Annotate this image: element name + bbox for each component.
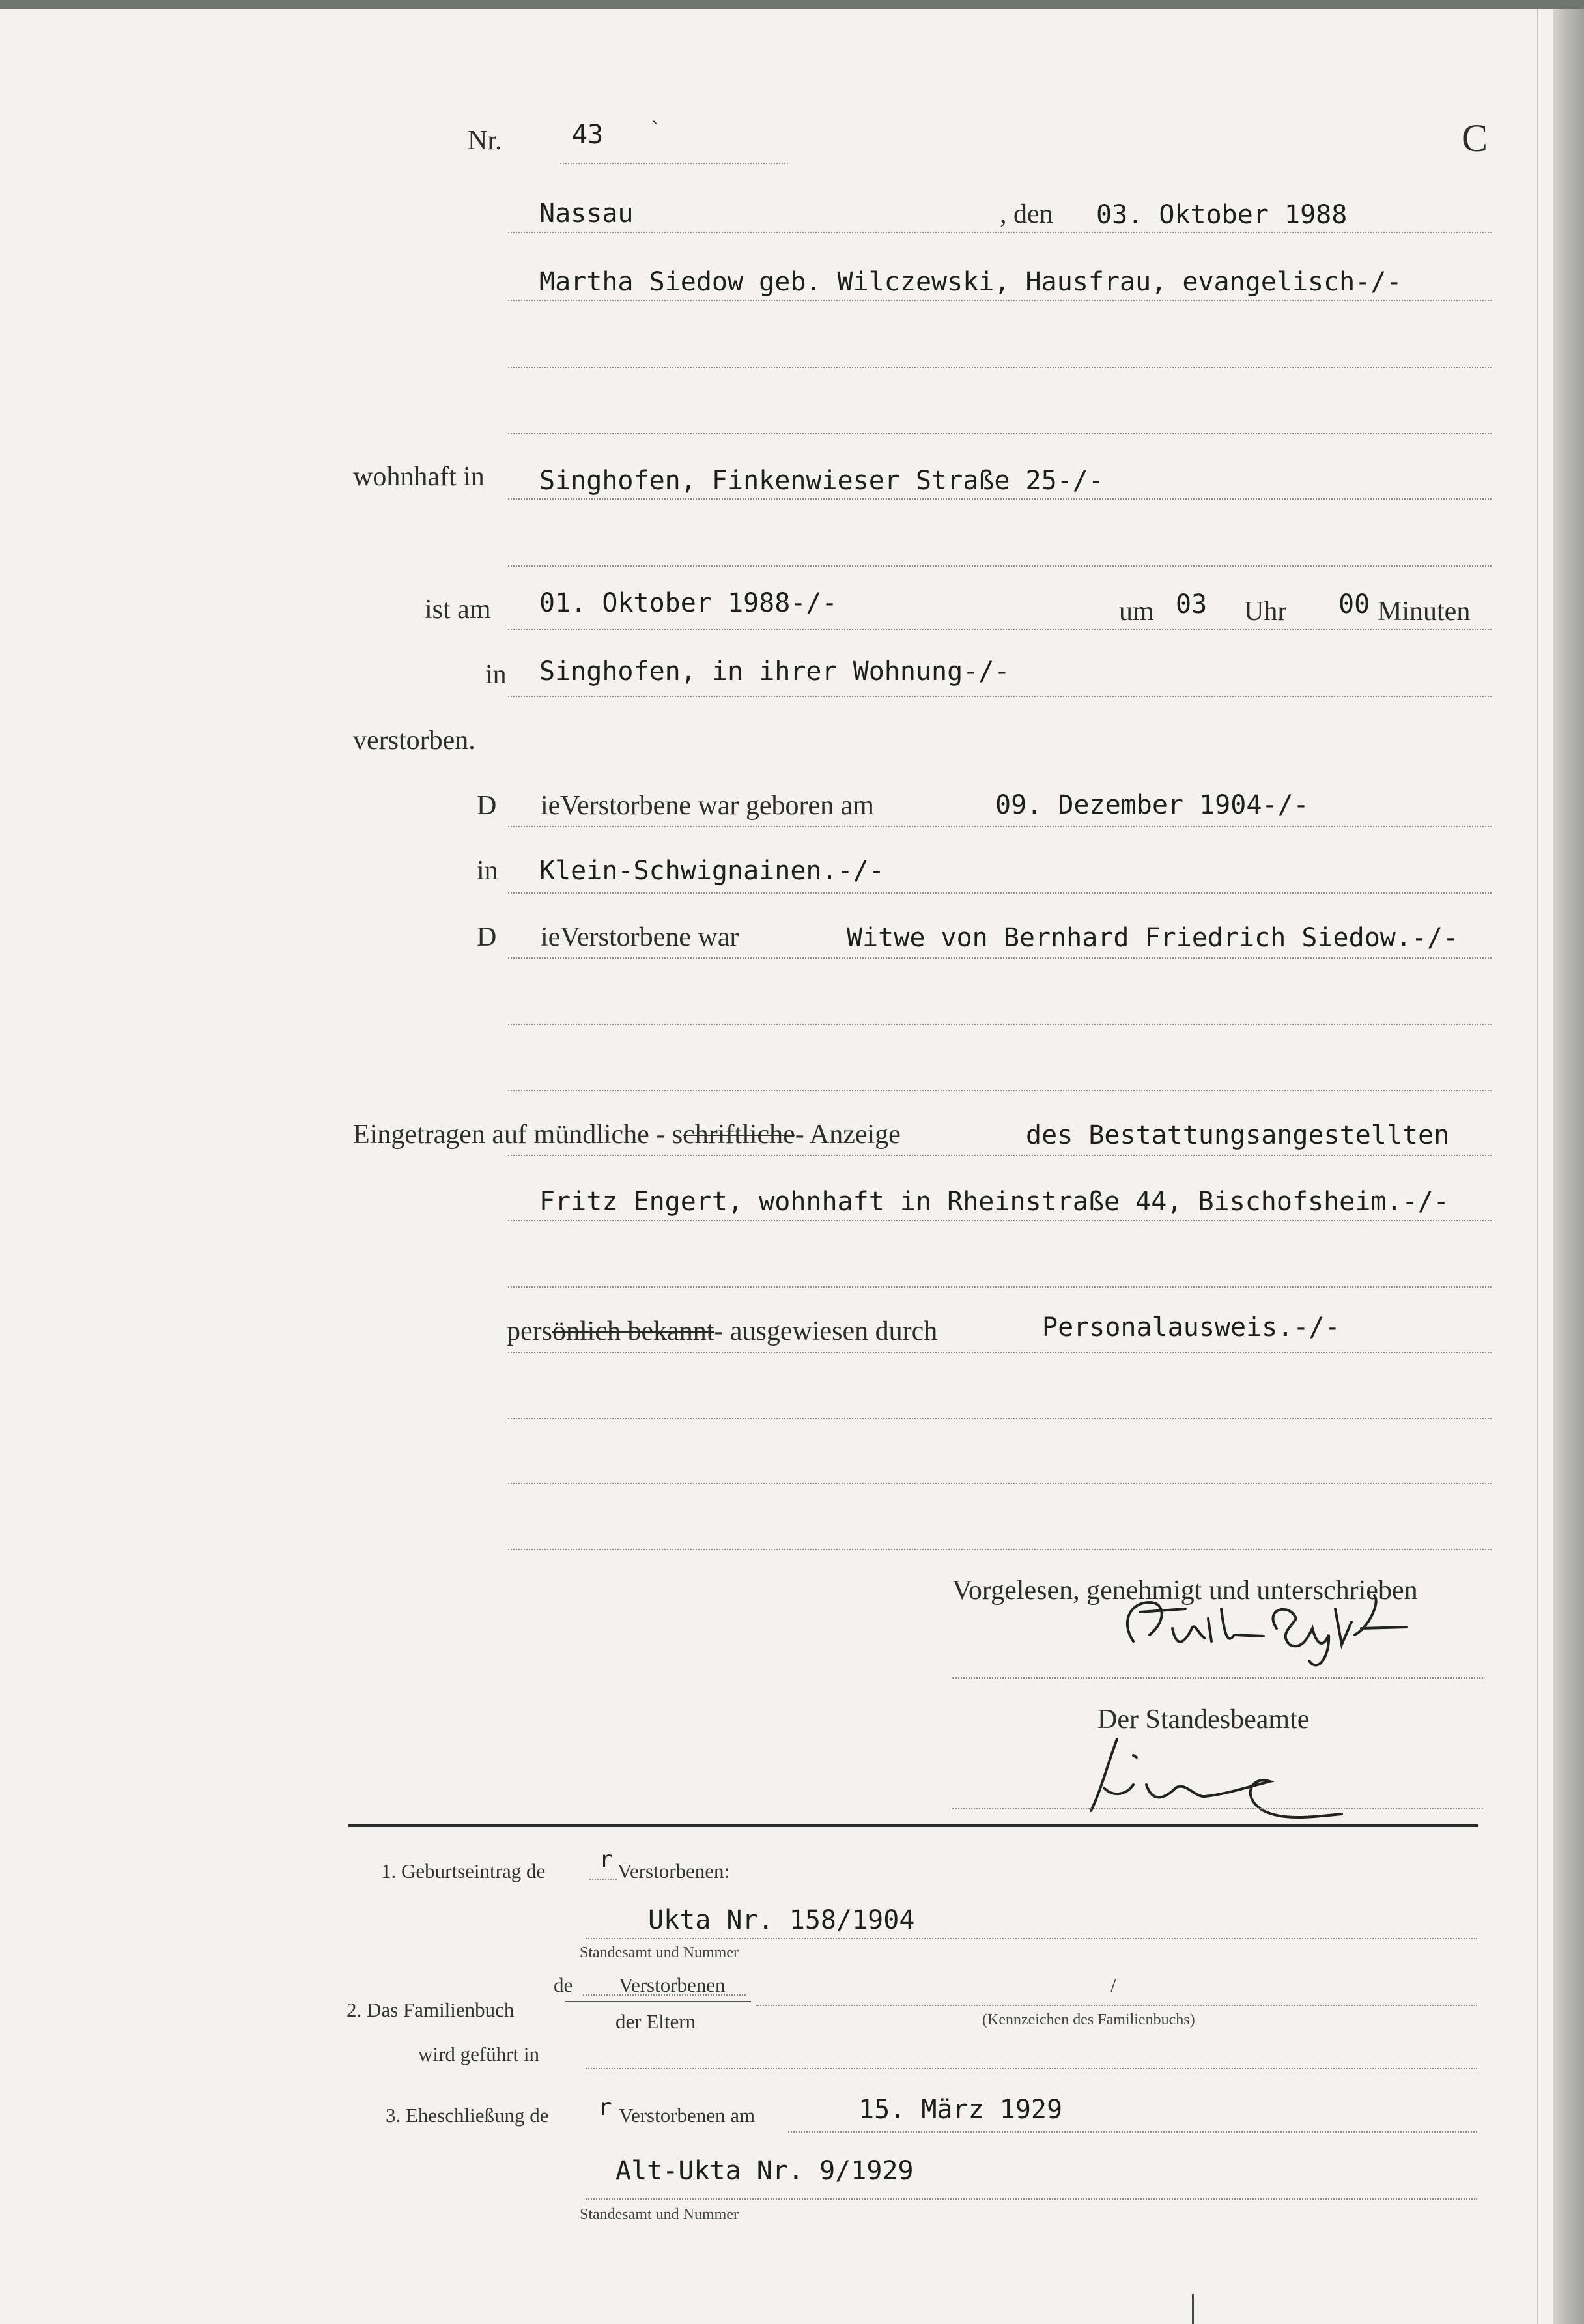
footer-item1-insert-line <box>589 1879 617 1880</box>
closing-text: Vorgelesen, genehmigt und unterschrieben <box>952 1576 1418 1606</box>
status-line-3 <box>508 1090 1492 1091</box>
registration-value-1: des Bestattungsangestellten <box>1026 1120 1450 1150</box>
birth-label: ieVerstorbene war geboren am <box>541 791 874 821</box>
death-place: Singhofen, in ihrer Wohnung-/- <box>539 657 1010 687</box>
person-line-2 <box>508 367 1492 368</box>
nr-mark: ˋ <box>651 116 658 141</box>
footer-item3-label: 3. Eheschließung de <box>386 2104 549 2127</box>
status-prefix: D <box>477 922 497 952</box>
footer-divider <box>348 1824 1478 1827</box>
death-hour: 03 <box>1176 589 1208 619</box>
registrar-signature-line <box>952 1808 1483 1809</box>
identity-label: persönlich bekannt- ausgewiesen durch <box>507 1316 938 1346</box>
footer-item2-gefuehrt: wird geführt in <box>418 2043 539 2065</box>
footer-item2-verstorbenen: Verstorbenen <box>619 1974 726 1996</box>
death-place-line <box>508 696 1492 697</box>
footer-item2-slash: / <box>1110 1974 1116 1996</box>
residence-label: wohnhaft in <box>353 462 485 492</box>
death-date-line <box>508 629 1492 630</box>
informant-signature-line <box>952 1677 1483 1679</box>
footer-item1-value: Ukta Nr. 158/1904 <box>648 1905 915 1935</box>
den-label: , den <box>1000 199 1053 229</box>
birth-date-line <box>508 826 1492 827</box>
footer-item2-label: 2. Das Familienbuch <box>346 1998 515 2021</box>
footer-item3-insert: r <box>598 2094 612 2121</box>
person-line: Martha Siedow geb. Wilczewski, Hausfrau, evangelisch-/- <box>539 267 1402 297</box>
place-value: Nassau <box>539 199 634 229</box>
footer-item2-fraction-line <box>565 2001 751 2002</box>
registration-line-3 <box>508 1286 1492 1288</box>
footer-item1-end: Verstorbenen: <box>617 1860 730 1882</box>
footer-item2-kennzeichen: (Kennzeichen des Familienbuchs) <box>982 2011 1195 2028</box>
registration-label: Eingetragen auf mündliche - schriftliche- Anzeige <box>353 1120 901 1150</box>
identity-line-1 <box>508 1352 1492 1353</box>
footer-item2-de: de <box>554 1974 573 1996</box>
death-in-label: in <box>485 660 507 690</box>
footer-item3-value: Alt-Ukta Nr. 9/1929 <box>615 2156 914 2186</box>
status-line-1 <box>508 957 1492 959</box>
footer-item3-line <box>788 2131 1477 2133</box>
status-label: ieVerstorbene war <box>541 922 739 952</box>
birth-date: 09. Dezember 1904-/- <box>995 790 1309 820</box>
place-date-line <box>508 232 1492 233</box>
document-page <box>0 9 1553 2324</box>
identity-line-3 <box>508 1483 1492 1484</box>
footer-item3-value-line <box>586 2198 1477 2200</box>
birth-prefix: D <box>477 791 497 821</box>
registration-value-2: Fritz Engert, wohnhaft in Rheinstraße 44, Bischofsheim.-/- <box>539 1187 1449 1217</box>
nr-label: Nr. <box>468 126 502 156</box>
registrar-label: Der Standesbeamte <box>1097 1705 1310 1735</box>
footer-item1-insert: r <box>599 1847 613 1873</box>
footer-item2-line <box>756 2005 1477 2006</box>
death-date: 01. Oktober 1988-/- <box>539 588 838 618</box>
death-minutes: 00 <box>1338 589 1370 619</box>
registration-line-2 <box>508 1220 1492 1221</box>
um-label: um <box>1119 597 1154 627</box>
uhr-label: Uhr <box>1244 597 1287 627</box>
footer-item2-gefuehrt-line <box>586 2068 1477 2069</box>
informant-signature <box>1094 1583 1420 1687</box>
date-value: 03. Oktober 1988 <box>1096 200 1348 230</box>
footer-item1-line <box>586 1938 1477 1939</box>
ist-am-label: ist am <box>425 595 491 625</box>
verstorben-label: verstorben. <box>353 726 475 756</box>
page-binding-line <box>1537 9 1538 2324</box>
birth-place-line <box>508 892 1492 894</box>
residence-value: Singhofen, Finkenwieser Straße 25-/- <box>539 466 1104 496</box>
footer-item3-mid: Verstorbenen am <box>619 2104 756 2127</box>
nr-value: 43 <box>572 120 604 150</box>
footer-item1-label: 1. Geburtseintrag de <box>381 1860 546 1882</box>
birth-in-label: in <box>477 856 498 886</box>
page-bottom-mark <box>1192 2294 1194 2324</box>
footer-item3-date: 15. März 1929 <box>858 2095 1063 2125</box>
identity-value: Personalausweis.-/- <box>1042 1312 1340 1342</box>
minuten-label: Minuten <box>1378 597 1471 627</box>
identity-line-2 <box>508 1418 1492 1419</box>
residence-line <box>508 498 1492 500</box>
footer-item2-de-line <box>583 1994 746 1996</box>
standesamt-note-2: Standesamt und Nummer <box>580 2206 739 2223</box>
footer-item2-eltern: der Eltern <box>615 2010 696 2033</box>
person-line-1 <box>508 300 1492 301</box>
identity-line-4 <box>508 1549 1492 1550</box>
register-letter: C <box>1462 117 1488 160</box>
birth-place: Klein-Schwignainen.-/- <box>539 856 884 886</box>
scan-top-edge <box>0 0 1584 9</box>
standesamt-note-1: Standesamt und Nummer <box>580 1944 739 1961</box>
registration-line-1 <box>508 1155 1492 1156</box>
nr-line <box>560 163 788 164</box>
status-line-2 <box>508 1024 1492 1025</box>
person-line-3 <box>508 433 1492 434</box>
registrar-signature <box>1055 1726 1348 1830</box>
status-value: Witwe von Bernhard Friedrich Siedow.-/- <box>847 923 1459 953</box>
page-gutter <box>1553 9 1584 2324</box>
residence-line-2 <box>508 565 1492 567</box>
